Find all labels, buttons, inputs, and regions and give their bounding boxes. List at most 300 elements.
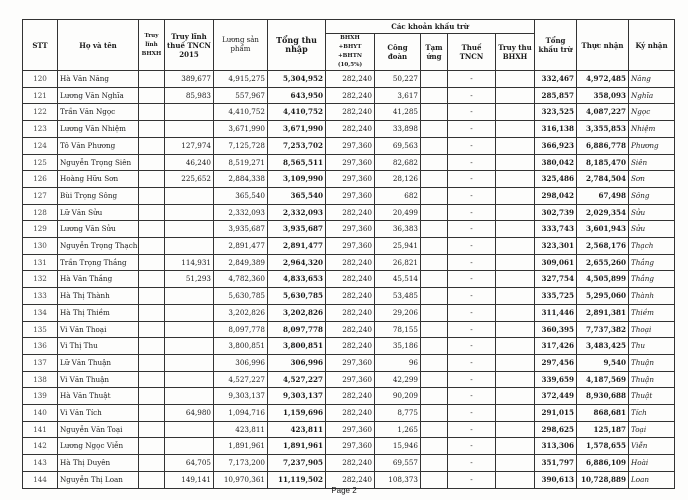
cell-signature: Toại <box>629 421 675 438</box>
cell-bhxh: 282,240 <box>326 321 375 338</box>
cell-tong-khau-tru: 316,138 <box>535 121 577 138</box>
cell-tong-khau-tru: 313,306 <box>535 438 577 455</box>
cell-thuc-nhan: 6,886,778 <box>577 137 629 154</box>
cell-thuc-nhan: 9,540 <box>577 354 629 371</box>
table-row <box>23 171 675 188</box>
cell-truy-bhxh <box>139 204 165 221</box>
table-header <box>23 20 675 71</box>
cell-thuc-nhan: 8,930,688 <box>577 388 629 405</box>
cell-tong: 7,237,905 <box>268 455 326 472</box>
col-luong-san-pham: Lương sản phẩm <box>214 20 268 71</box>
cell-truy-thue <box>165 321 214 338</box>
col-group-khau-tru: Các khoản khấu trừ <box>326 20 535 34</box>
col-bhxh: BHXH +BHYT +BHTN (10,5%) <box>326 34 375 71</box>
cell-tong: 11,119,502 <box>268 471 326 488</box>
cell-truy-thu <box>496 171 535 188</box>
table-row <box>23 438 675 455</box>
cell-signature: Phương <box>629 137 675 154</box>
cell-luong: 557,967 <box>214 87 268 104</box>
cell-bhxh: 282,240 <box>326 71 375 88</box>
cell-truy-thu <box>496 421 535 438</box>
cell-truy-thue <box>165 187 214 204</box>
cell-bhxh: 282,240 <box>326 471 375 488</box>
cell-signature: Thắng <box>629 254 675 271</box>
cell-truy-thu <box>496 288 535 305</box>
cell-tam-ung <box>421 354 448 371</box>
cell-stt: 139 <box>23 388 58 405</box>
cell-thuc-nhan: 2,784,504 <box>577 171 629 188</box>
cell-cong-doan: 42,299 <box>375 371 421 388</box>
cell-tam-ung <box>421 421 448 438</box>
cell-name: Hoàng Hữu Sơn <box>58 171 139 188</box>
col-truy-linh-thue: Truy lĩnh thuế TNCN 2015 <box>165 20 214 71</box>
cell-truy-thue: 127,974 <box>165 137 214 154</box>
cell-tong: 4,833,653 <box>268 271 326 288</box>
cell-tong-khau-tru: 327,754 <box>535 271 577 288</box>
cell-cong-doan: 50,227 <box>375 71 421 88</box>
cell-truy-thue <box>165 221 214 238</box>
cell-name: Nguyễn Trọng Siên <box>58 154 139 171</box>
cell-cong-doan: 82,682 <box>375 154 421 171</box>
cell-luong: 2,891,477 <box>214 238 268 255</box>
cell-thuc-nhan: 4,972,485 <box>577 71 629 88</box>
cell-tong: 306,996 <box>268 354 326 371</box>
cell-thuc-nhan: 7,737,382 <box>577 321 629 338</box>
cell-tam-ung <box>421 254 448 271</box>
col-tong-khau-tru: Tổng khấu trừ <box>535 20 577 71</box>
cell-name: Nguyễn Trọng Thạch <box>58 238 139 255</box>
cell-signature: Loan <box>629 471 675 488</box>
cell-truy-thu <box>496 354 535 371</box>
cell-bhxh: 297,360 <box>326 354 375 371</box>
cell-stt: 135 <box>23 321 58 338</box>
cell-thuc-nhan: 2,891,381 <box>577 304 629 321</box>
cell-bhxh: 282,240 <box>326 288 375 305</box>
cell-tong-khau-tru: 291,015 <box>535 405 577 422</box>
cell-tong-khau-tru: 372,449 <box>535 388 577 405</box>
cell-thue: - <box>448 455 496 472</box>
cell-truy-bhxh <box>139 321 165 338</box>
cell-bhxh: 282,240 <box>326 87 375 104</box>
cell-thue: - <box>448 271 496 288</box>
cell-thuc-nhan: 2,029,354 <box>577 204 629 221</box>
cell-truy-bhxh <box>139 421 165 438</box>
cell-name: Hà Thị Thành <box>58 288 139 305</box>
cell-tong: 3,671,990 <box>268 121 326 138</box>
table-row <box>23 121 675 138</box>
cell-name: Hà Văn Thuật <box>58 388 139 405</box>
cell-tam-ung <box>421 288 448 305</box>
cell-tam-ung <box>421 137 448 154</box>
cell-tong-khau-tru: 302,739 <box>535 204 577 221</box>
cell-stt: 126 <box>23 171 58 188</box>
cell-truy-thu <box>496 405 535 422</box>
cell-truy-bhxh <box>139 238 165 255</box>
cell-tam-ung <box>421 271 448 288</box>
cell-signature: Thiềm <box>629 304 675 321</box>
cell-bhxh: 282,240 <box>326 204 375 221</box>
cell-tam-ung <box>421 438 448 455</box>
table-row <box>23 288 675 305</box>
cell-thue: - <box>448 87 496 104</box>
col-tong-thu-nhap: Tổng thu nhập <box>268 20 326 71</box>
cell-signature: Thuật <box>629 388 675 405</box>
cell-truy-bhxh <box>139 71 165 88</box>
cell-truy-bhxh <box>139 137 165 154</box>
cell-tong-khau-tru: 380,042 <box>535 154 577 171</box>
cell-thue: - <box>448 121 496 138</box>
cell-luong: 2,332,093 <box>214 204 268 221</box>
cell-truy-thue <box>165 354 214 371</box>
cell-tong: 3,935,687 <box>268 221 326 238</box>
cell-cong-doan: 15,946 <box>375 438 421 455</box>
table-row <box>23 321 675 338</box>
cell-tam-ung <box>421 221 448 238</box>
cell-thue: - <box>448 204 496 221</box>
cell-tong: 2,964,320 <box>268 254 326 271</box>
cell-tong-khau-tru: 339,659 <box>535 371 577 388</box>
cell-luong: 423,811 <box>214 421 268 438</box>
col-stt: STT <box>23 20 58 71</box>
cell-truy-bhxh <box>139 171 165 188</box>
cell-tam-ung <box>421 171 448 188</box>
cell-signature: Tích <box>629 405 675 422</box>
cell-tam-ung <box>421 304 448 321</box>
cell-truy-thu <box>496 254 535 271</box>
cell-name: Nguyễn Thị Loan <box>58 471 139 488</box>
cell-stt: 136 <box>23 338 58 355</box>
cell-tong: 7,253,702 <box>268 137 326 154</box>
table-body <box>23 71 675 489</box>
cell-bhxh: 297,360 <box>326 221 375 238</box>
cell-truy-bhxh <box>139 221 165 238</box>
cell-luong: 8,097,778 <box>214 321 268 338</box>
table-row <box>23 187 675 204</box>
cell-tong-khau-tru: 332,467 <box>535 71 577 88</box>
cell-truy-thue: 389,677 <box>165 71 214 88</box>
cell-truy-bhxh <box>139 304 165 321</box>
cell-tong-khau-tru: 333,743 <box>535 221 577 238</box>
cell-cong-doan: 45,514 <box>375 271 421 288</box>
cell-truy-thu <box>496 121 535 138</box>
cell-luong: 1,094,716 <box>214 405 268 422</box>
cell-signature: Sông <box>629 187 675 204</box>
cell-truy-bhxh <box>139 254 165 271</box>
table-row <box>23 421 675 438</box>
cell-truy-thue <box>165 421 214 438</box>
table-row <box>23 87 675 104</box>
cell-truy-thue <box>165 304 214 321</box>
table-row <box>23 137 675 154</box>
cell-luong: 306,996 <box>214 354 268 371</box>
cell-signature: Sửu <box>629 221 675 238</box>
cell-thue: - <box>448 254 496 271</box>
cell-truy-bhxh <box>139 87 165 104</box>
cell-luong: 3,935,687 <box>214 221 268 238</box>
cell-truy-bhxh <box>139 338 165 355</box>
cell-stt: 127 <box>23 187 58 204</box>
cell-cong-doan: 78,155 <box>375 321 421 338</box>
cell-tong-khau-tru: 311,446 <box>535 304 577 321</box>
cell-tong: 4,527,227 <box>268 371 326 388</box>
cell-truy-thu <box>496 221 535 238</box>
page-footer: Page 2 <box>331 486 357 495</box>
col-cong-doan: Công đoàn <box>375 34 421 71</box>
cell-tong-khau-tru: 390,613 <box>535 471 577 488</box>
cell-tong-khau-tru: 360,395 <box>535 321 577 338</box>
cell-thue: - <box>448 471 496 488</box>
cell-stt: 141 <box>23 421 58 438</box>
cell-truy-thue: 114,931 <box>165 254 214 271</box>
cell-signature: Nhiệm <box>629 121 675 138</box>
cell-stt: 143 <box>23 455 58 472</box>
cell-name: Vi Văn Thuận <box>58 371 139 388</box>
cell-bhxh: 282,240 <box>326 388 375 405</box>
cell-luong: 2,884,338 <box>214 171 268 188</box>
cell-signature: Thuận <box>629 354 675 371</box>
cell-thue: - <box>448 187 496 204</box>
cell-truy-thu <box>496 321 535 338</box>
cell-tong: 2,891,477 <box>268 238 326 255</box>
table-row <box>23 238 675 255</box>
cell-stt: 124 <box>23 137 58 154</box>
cell-name: Lữ Văn Sửu <box>58 204 139 221</box>
cell-tong-khau-tru: 285,857 <box>535 87 577 104</box>
cell-signature: Sửu <box>629 204 675 221</box>
cell-luong: 4,527,227 <box>214 371 268 388</box>
cell-cong-doan: 53,485 <box>375 288 421 305</box>
cell-tam-ung <box>421 154 448 171</box>
cell-stt: 133 <box>23 288 58 305</box>
cell-thuc-nhan: 3,483,425 <box>577 338 629 355</box>
cell-tong: 3,202,826 <box>268 304 326 321</box>
cell-truy-thue: 51,293 <box>165 271 214 288</box>
cell-thue: - <box>448 354 496 371</box>
cell-stt: 132 <box>23 271 58 288</box>
cell-thuc-nhan: 4,087,227 <box>577 104 629 121</box>
table-row <box>23 104 675 121</box>
cell-cong-doan: 69,563 <box>375 137 421 154</box>
cell-stt: 138 <box>23 371 58 388</box>
cell-tong: 2,332,093 <box>268 204 326 221</box>
table-row <box>23 154 675 171</box>
cell-bhxh: 297,360 <box>326 371 375 388</box>
cell-luong: 4,782,360 <box>214 271 268 288</box>
cell-signature: Thành <box>629 288 675 305</box>
cell-luong: 3,671,990 <box>214 121 268 138</box>
cell-truy-thu <box>496 371 535 388</box>
cell-tong: 4,410,752 <box>268 104 326 121</box>
cell-name: Vi Văn Thoại <box>58 321 139 338</box>
cell-thue: - <box>448 71 496 88</box>
cell-thue: - <box>448 238 496 255</box>
cell-truy-thu <box>496 271 535 288</box>
cell-signature: Hoài <box>629 455 675 472</box>
cell-thuc-nhan: 2,568,176 <box>577 238 629 255</box>
cell-bhxh: 297,360 <box>326 421 375 438</box>
cell-truy-bhxh <box>139 354 165 371</box>
cell-name: Lương Văn Sửu <box>58 221 139 238</box>
cell-thuc-nhan: 358,093 <box>577 87 629 104</box>
table-row <box>23 221 675 238</box>
cell-thue: - <box>448 171 496 188</box>
cell-thue: - <box>448 288 496 305</box>
cell-truy-bhxh <box>139 388 165 405</box>
cell-truy-thue: 64,705 <box>165 455 214 472</box>
cell-tam-ung <box>421 238 448 255</box>
cell-truy-thu <box>496 238 535 255</box>
cell-bhxh: 282,240 <box>326 304 375 321</box>
cell-bhxh: 297,360 <box>326 187 375 204</box>
cell-tam-ung <box>421 405 448 422</box>
cell-signature: Siên <box>629 154 675 171</box>
cell-name: Tô Văn Phương <box>58 137 139 154</box>
cell-tam-ung <box>421 87 448 104</box>
cell-truy-thu <box>496 87 535 104</box>
cell-luong: 9,303,137 <box>214 388 268 405</box>
cell-thuc-nhan: 10,728,889 <box>577 471 629 488</box>
cell-truy-thue: 64,980 <box>165 405 214 422</box>
cell-truy-thu <box>496 455 535 472</box>
cell-tam-ung <box>421 104 448 121</box>
col-tam-ung: Tạm ứng <box>421 34 448 71</box>
cell-signature: Thạch <box>629 238 675 255</box>
cell-name: Bùi Trọng Sông <box>58 187 139 204</box>
cell-stt: 131 <box>23 254 58 271</box>
table-row <box>23 388 675 405</box>
cell-cong-doan: 69,557 <box>375 455 421 472</box>
cell-tong-khau-tru: 323,525 <box>535 104 577 121</box>
cell-tam-ung <box>421 455 448 472</box>
cell-tam-ung <box>421 204 448 221</box>
cell-truy-bhxh <box>139 271 165 288</box>
cell-thue: - <box>448 388 496 405</box>
table-row <box>23 71 675 88</box>
cell-truy-bhxh <box>139 288 165 305</box>
cell-cong-doan: 96 <box>375 354 421 371</box>
cell-tong-khau-tru: 325,486 <box>535 171 577 188</box>
col-ky-nhan: Ký nhận <box>629 20 675 71</box>
cell-thuc-nhan: 5,295,060 <box>577 288 629 305</box>
cell-tong-khau-tru: 317,426 <box>535 338 577 355</box>
cell-thue: - <box>448 338 496 355</box>
cell-truy-bhxh <box>139 121 165 138</box>
cell-truy-thue <box>165 388 214 405</box>
table-row <box>23 338 675 355</box>
cell-truy-bhxh <box>139 405 165 422</box>
cell-luong: 4,915,275 <box>214 71 268 88</box>
cell-tam-ung <box>421 71 448 88</box>
cell-signature: Thắng <box>629 271 675 288</box>
cell-tam-ung <box>421 388 448 405</box>
cell-stt: 129 <box>23 221 58 238</box>
cell-truy-thue <box>165 288 214 305</box>
table-row <box>23 371 675 388</box>
cell-truy-thu <box>496 104 535 121</box>
cell-tam-ung <box>421 321 448 338</box>
cell-cong-doan: 20,499 <box>375 204 421 221</box>
cell-stt: 130 <box>23 238 58 255</box>
cell-name: Hà Thị Duyên <box>58 455 139 472</box>
cell-truy-bhxh <box>139 104 165 121</box>
cell-luong: 1,891,961 <box>214 438 268 455</box>
cell-tong: 1,159,696 <box>268 405 326 422</box>
cell-tong: 8,565,511 <box>268 154 326 171</box>
cell-thue: - <box>448 405 496 422</box>
cell-bhxh: 282,240 <box>326 271 375 288</box>
col-thue-tncn: Thuế TNCN <box>448 34 496 71</box>
cell-cong-doan: 3,617 <box>375 87 421 104</box>
cell-cong-doan: 35,186 <box>375 338 421 355</box>
cell-truy-thu <box>496 304 535 321</box>
cell-tong-khau-tru: 335,725 <box>535 288 577 305</box>
cell-truy-thu <box>496 388 535 405</box>
cell-tong-khau-tru: 297,456 <box>535 354 577 371</box>
cell-truy-bhxh <box>139 455 165 472</box>
cell-luong: 2,849,389 <box>214 254 268 271</box>
cell-tong-khau-tru: 366,923 <box>535 137 577 154</box>
cell-luong: 4,410,752 <box>214 104 268 121</box>
cell-truy-bhxh <box>139 154 165 171</box>
cell-thuc-nhan: 6,886,109 <box>577 455 629 472</box>
cell-stt: 134 <box>23 304 58 321</box>
cell-tong: 3,800,851 <box>268 338 326 355</box>
cell-name: Nguyễn Văn Toại <box>58 421 139 438</box>
cell-signature: Sơn <box>629 171 675 188</box>
cell-tam-ung <box>421 187 448 204</box>
cell-cong-doan: 28,126 <box>375 171 421 188</box>
cell-cong-doan: 8,775 <box>375 405 421 422</box>
cell-tam-ung <box>421 371 448 388</box>
cell-luong: 10,970,361 <box>214 471 268 488</box>
cell-luong: 7,125,728 <box>214 137 268 154</box>
cell-truy-thu <box>496 204 535 221</box>
cell-luong: 3,800,851 <box>214 338 268 355</box>
cell-cong-doan: 29,206 <box>375 304 421 321</box>
cell-bhxh: 297,360 <box>326 238 375 255</box>
cell-tong: 8,097,778 <box>268 321 326 338</box>
cell-cong-doan: 25,941 <box>375 238 421 255</box>
cell-name: Lương Văn Nghĩa <box>58 87 139 104</box>
cell-thuc-nhan: 4,187,569 <box>577 371 629 388</box>
cell-cong-doan: 26,821 <box>375 254 421 271</box>
cell-thue: - <box>448 438 496 455</box>
cell-truy-thue <box>165 338 214 355</box>
cell-signature: Viễn <box>629 438 675 455</box>
cell-truy-thue: 85,983 <box>165 87 214 104</box>
cell-thue: - <box>448 421 496 438</box>
cell-tong: 1,891,961 <box>268 438 326 455</box>
cell-cong-doan: 682 <box>375 187 421 204</box>
cell-cong-doan: 90,209 <box>375 388 421 405</box>
cell-tong: 9,303,137 <box>268 388 326 405</box>
cell-bhxh: 297,360 <box>326 438 375 455</box>
cell-stt: 140 <box>23 405 58 422</box>
table-row <box>23 271 675 288</box>
cell-luong: 5,630,785 <box>214 288 268 305</box>
cell-stt: 121 <box>23 87 58 104</box>
cell-thuc-nhan: 4,505,899 <box>577 271 629 288</box>
cell-stt: 137 <box>23 354 58 371</box>
cell-truy-thue <box>165 371 214 388</box>
cell-stt: 123 <box>23 121 58 138</box>
cell-name: Lương Văn Nhiệm <box>58 121 139 138</box>
cell-stt: 125 <box>23 154 58 171</box>
cell-truy-thu <box>496 338 535 355</box>
cell-name: Hà Văn Thắng <box>58 271 139 288</box>
cell-truy-thue: 46,240 <box>165 154 214 171</box>
cell-thuc-nhan: 868,681 <box>577 405 629 422</box>
